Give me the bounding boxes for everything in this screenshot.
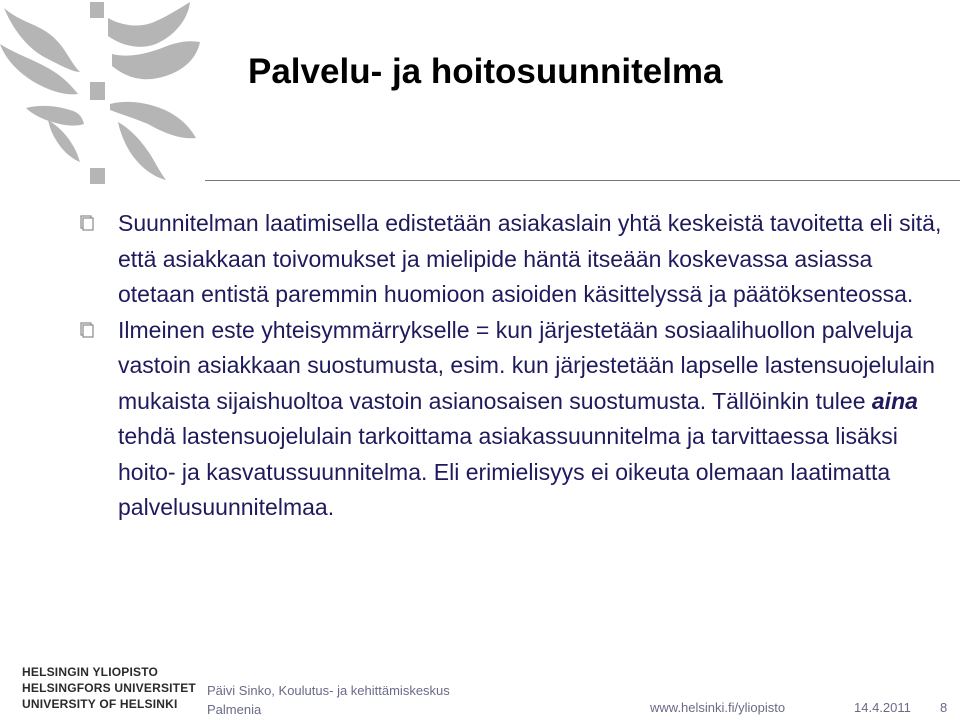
university-name-fi: HELSINGIN YLIOPISTO [22,665,159,679]
square-bullet-icon [80,322,94,338]
bullet-item [78,206,948,313]
slide-content [78,206,948,526]
title-divider [205,180,960,181]
footer-author-block [207,681,450,719]
bullet-emphasis: aina [871,387,918,414]
footer-url: www.helsinki.fi/yliopisto [650,700,786,715]
university-name-en: UNIVERSITY OF HELSINKI [22,697,178,711]
slide-title: Palvelu- ja hoitosuunnitelma [248,52,723,91]
university-wordmark [22,664,196,712]
bullet-text: Ilmeinen este yhteisymmärrykselle = kun järjestetään sosiaalihuollon palveluja vastoin asiakkaan suostumusta, esim. kun järjestetään lapselle lastensuojelulain mukaista sijaishuoltoa vastoin asianosaisen suostumusta. Tällöinkin tulee [118,316,935,414]
page-number: 8 [940,700,948,715]
flame-cross-logo-icon [0,0,210,190]
bullet-text-continued: tehdä lastensuojelulain tarkoittama asiakassuunnitelma ja tarvittaessa lisäksi hoito- ja kasvatussuunnitelma. Eli erimielisyys ei oikeuta olemaan laatimatta palvelusuunnitelmaa. [118,423,898,520]
square-bullet-icon [80,215,94,231]
footer-organization: Palmenia [207,702,262,717]
footer-date: 14.4.2011 [854,700,911,715]
university-name-sv: HELSINGFORS UNIVERSITET [22,681,196,695]
footer-author: Päivi Sinko, Koulutus- ja kehittämiskeskus [207,683,450,698]
bullet-item [78,313,948,526]
bullet-text: Suunnitelman laatimisella edistetään asiakaslain yhtä keskeistä tavoitetta eli sitä, että asiakkaan toivomukset ja mielipide häntä itseään koskevassa asiassa otetaan entistä paremmin huomioon asioiden käsittelyssä ja päätöksenteossa. [118,210,942,307]
